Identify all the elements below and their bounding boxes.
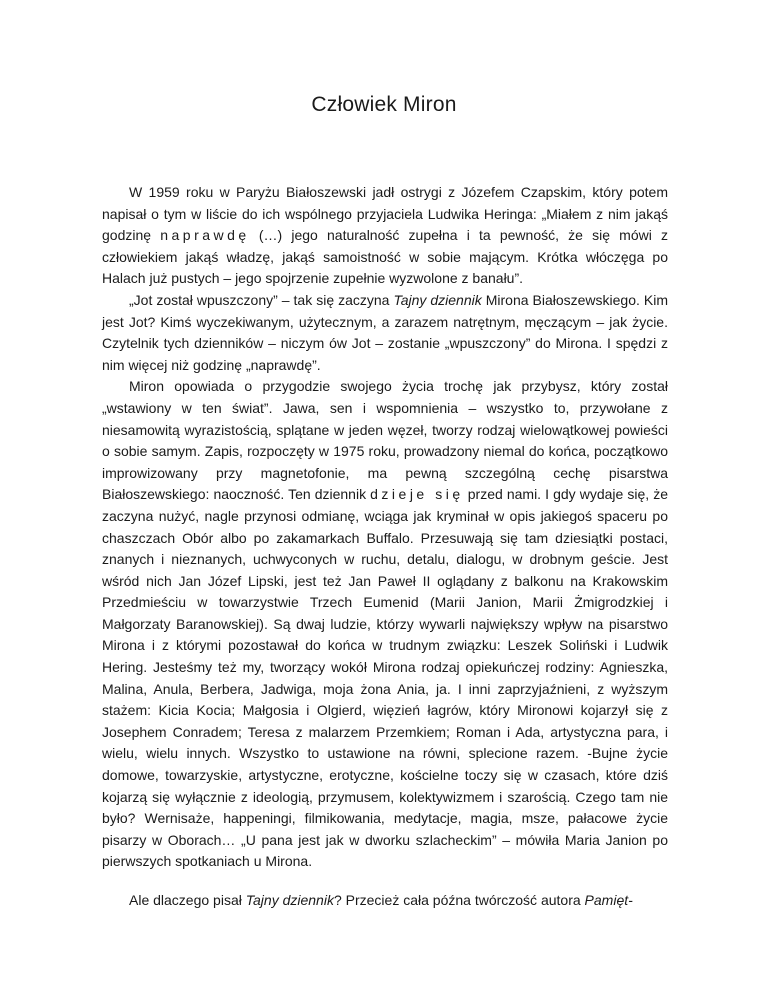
text-run: Mirona Białoszewskiego. Kim jest Jot? Kimś wyczekiwanym, użytecznym, a zarazem natrętnym, męczącym – jak życie. Czytelnik tych dzienników – niczym ów Jot – zostanie „wpuszczony” do Mirona. I spędzi z nim więcej niż godzinę „naprawdę”.: [102, 291, 668, 373]
italic-title-run: Tajny dziennik: [393, 291, 482, 308]
spaced-emphasis-run: naprawdę: [160, 227, 250, 244]
body-text: [102, 182, 668, 912]
text-run: przed nami. I gdy wydaje się, że zaczyna nużyć, nagle przynosi odmianę, wciąga jak kryminał w opis jakiegoś spaceru po chaszczach Obór albo po zakamarkach Buffalo. Przesuwają się tam dziesiątki postaci, znanych i nieznanych, uchwyconych w ruchu, detalu, dialogu, w drobnym geście. Jest wśród nich Jan Józef Lipski, jest też Jan Paweł II oglądany z balkonu na Krakowskim Przedmieściu w towarzystwie Trzech Eumenid (Marii Janion, Marii Żmigrodzkiej i Małgorzaty Baranowskiej). Są dwaj ludzie, którzy wywarli największy wpływ na pisarstwo Mirona i z którymi pozostawał do końca w trudnym związku: Leszek Soliński i Ludwik Hering. Jesteśmy też my, tworzący wokół Mirona rodzaj opiekuńczej rodziny: Agnieszka, Malina, Anula, Berbera, Jadwiga, moja żona Ania, ja. I inni zaprzyjaźnieni, z wyższym stażem: Kicia Kocia; Małgosia i Olgierd, więzień łagrów, który Mironowi kojarzył się z Josephem Conradem; Teresa z malarzem Przemkiem; Roman i Ada, artystyczna para, i wielu, wielu innych. Wszystko to ustawione na równi, splecione razem. -Bujne życie domowe, towarzyskie, artystyczne, erotyczne, kościelne toczy się w czasach, które dziś kojarzą się wyłącznie z ideologią, przymusem, kolektywizmem i szarością. Czego tam nie było? Wernisaże, happeningi, filmikowania, medytacje, magia, msze, pałacowe życie pisarzy w Oborach… „U pana jest jak w dworku szlacheckim” – mówiła Maria Janion po pierwszych spotkaniach u Mirona.: [102, 486, 668, 870]
page-title: Człowiek Miron: [311, 93, 457, 116]
text-run: Ale dlaczego pisał: [129, 892, 246, 908]
text-run: „Jot został wpuszczony” – tak się zaczyna: [129, 291, 394, 308]
text-run: ? Przecież cała późna twórczość autora: [333, 892, 585, 908]
text-run: (…) jego naturalność zupełna i ta pewność, że się mówi z człowiekiem jakąś władzę, jakąś samoistność w sobie mającym. Krótka włóczęga po Halach już pustych – jego spojrzenie zupełnie wyzwolone z banału”.: [102, 227, 669, 287]
italic-title-run: Pamięt-: [584, 892, 633, 908]
paragraph: [102, 182, 668, 290]
italic-title-run: Tajny dziennik: [245, 892, 334, 908]
text-run: W 1959 roku w Paryżu Białoszewski jadł ostrygi z Józefem Czapskim, który potem napisał o tym w liście do ich wspólnego przyjaciela Ludwika Heringa: „Miałem z nim jakąś godzinę: [102, 184, 668, 244]
spaced-emphasis-run: dzieje się: [370, 486, 464, 503]
paragraph: [102, 376, 668, 873]
paragraph: [102, 890, 668, 912]
paragraph: [102, 290, 668, 376]
text-run: Miron opowiada o przygodzie swojego życia trochę jak przybysz, który został „wstawiony w ten świat”. Jawa, sen i wspomnienia – wszystko to, przywołane z niesamowitą wyrazistością, splątane w jeden węzeł, tworzy rodzaj wielowątkowej powieści o sobie samym. Zapis, rozpoczęty w 1975 roku, prowadzony niemal do końca, początkowo improwizowany przy magnetofonie, ma pewną szczególną cechę pisarstwa Białoszewskiego: naoczność. Ten dziennik: [102, 378, 668, 503]
